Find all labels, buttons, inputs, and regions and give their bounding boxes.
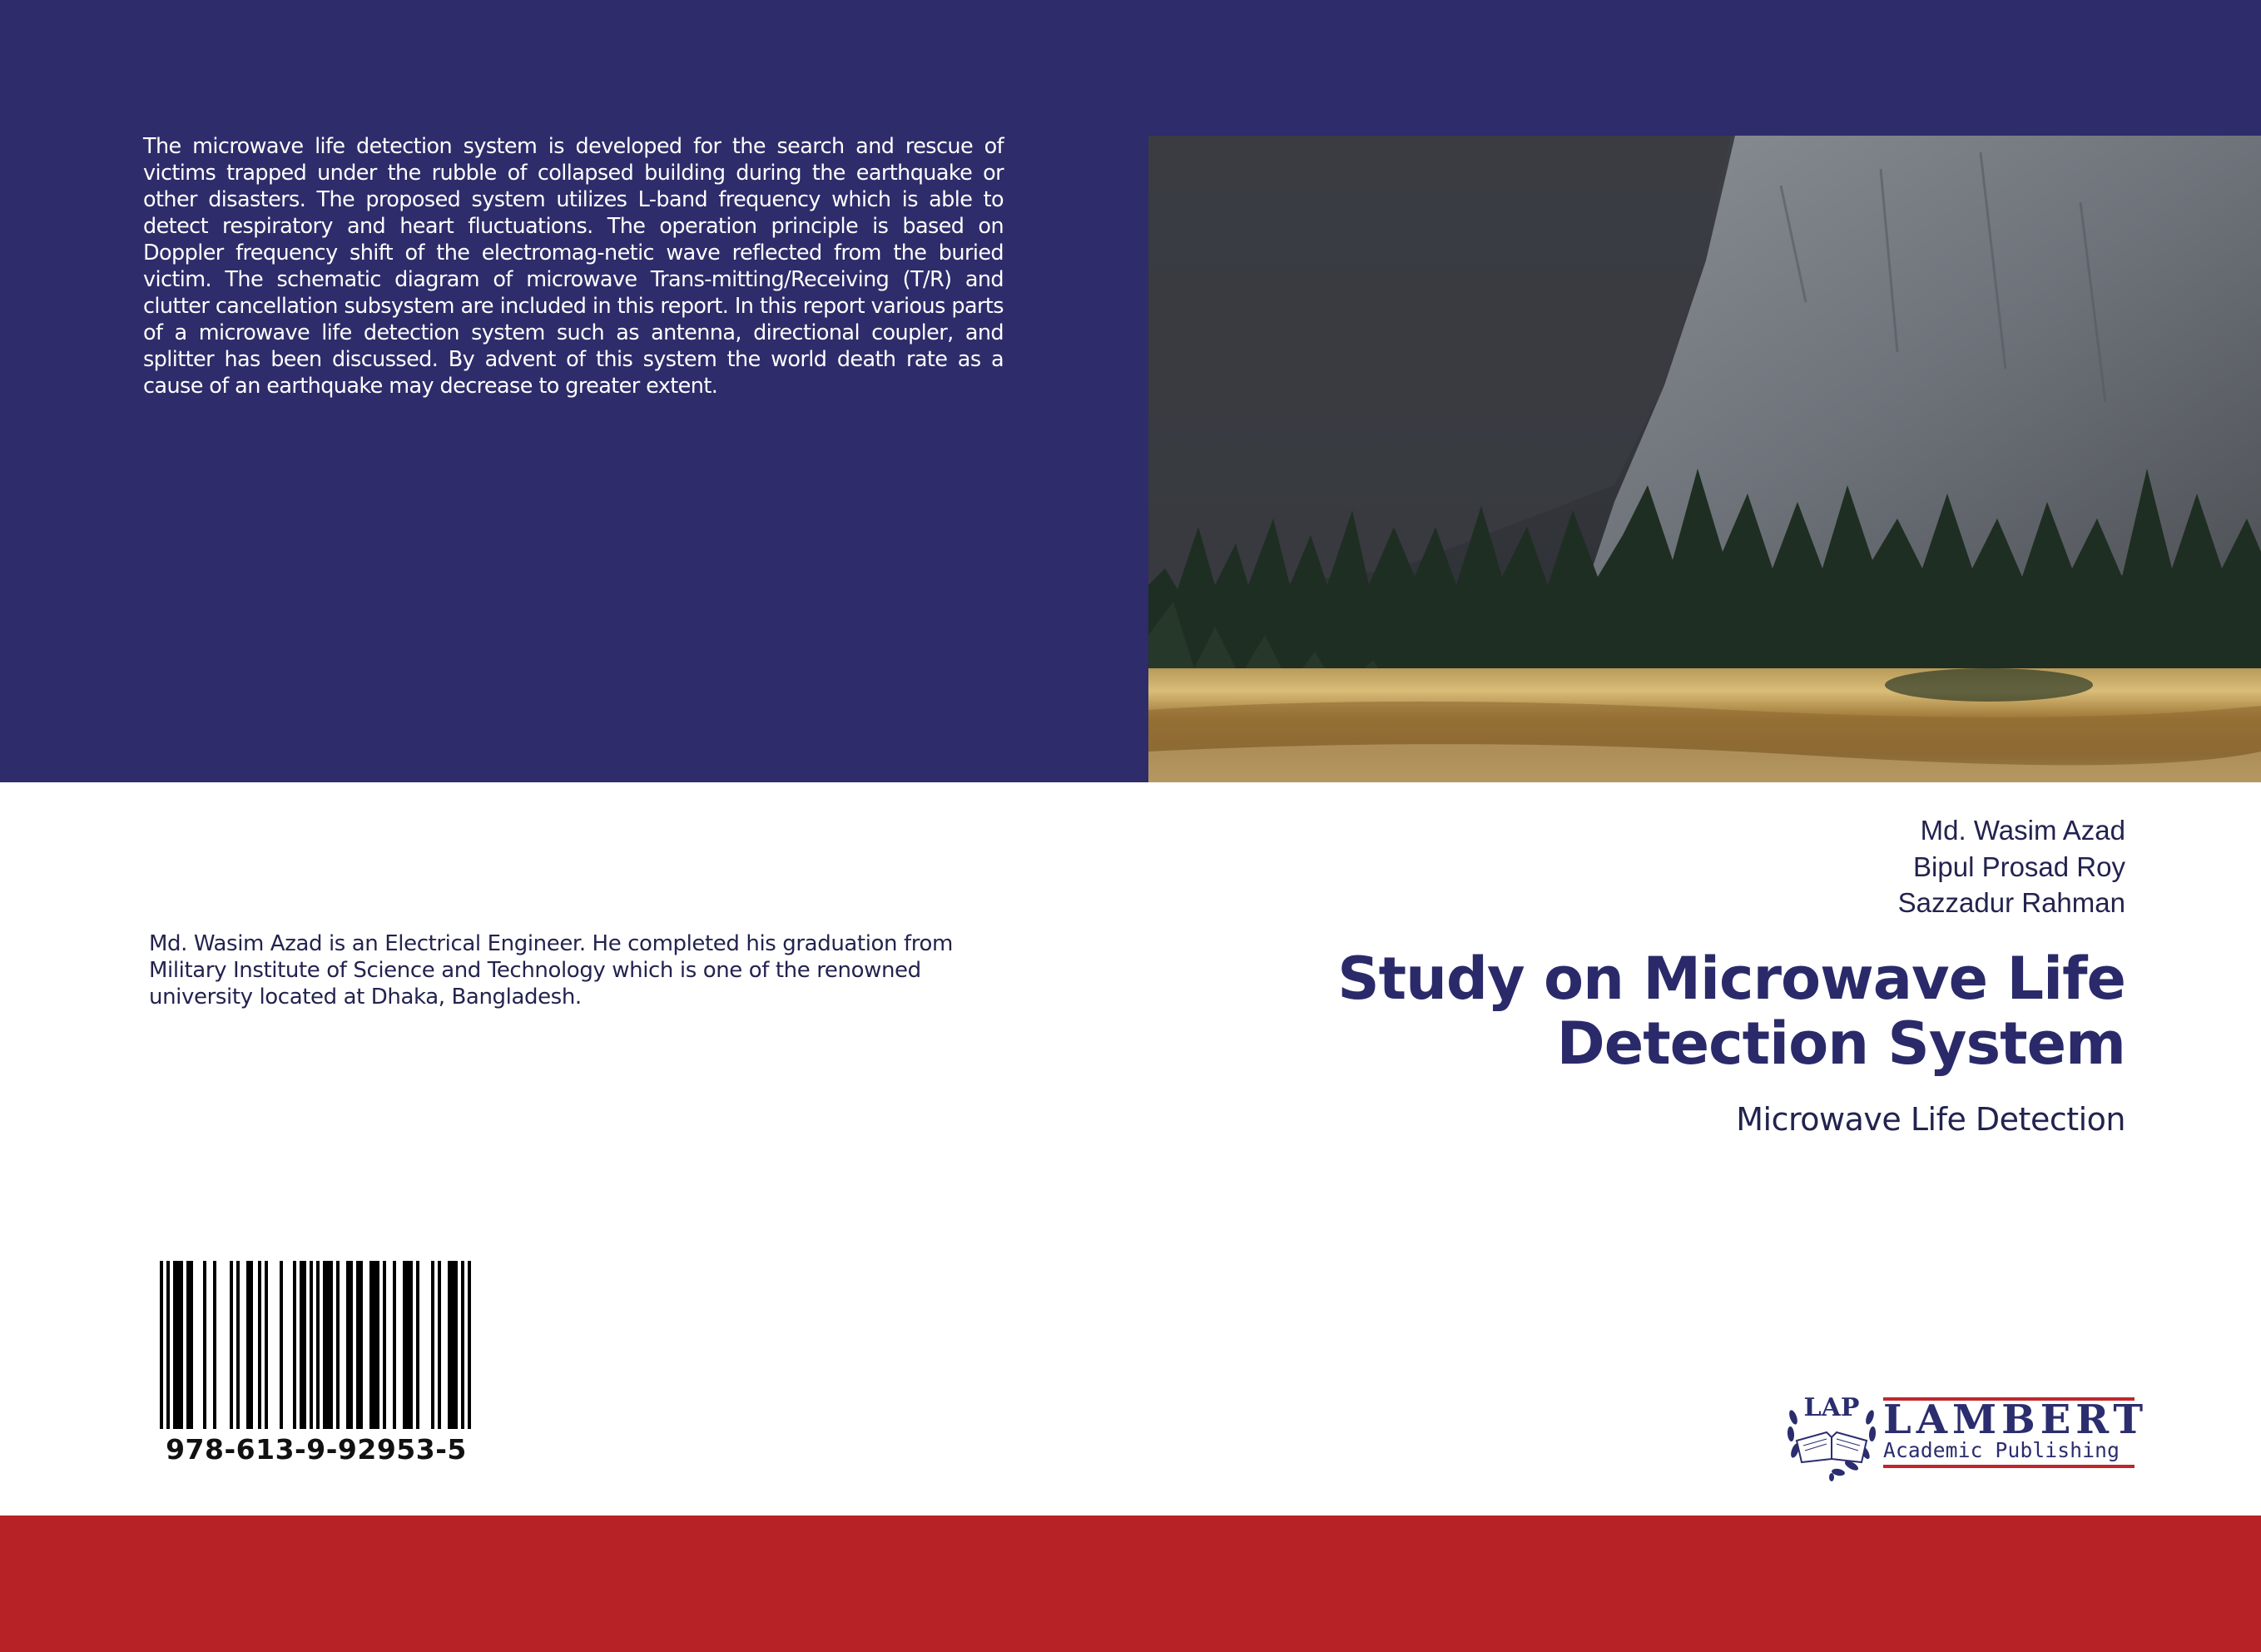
bottom-red-band [0, 1516, 2261, 1652]
publisher-logo [1785, 1386, 2149, 1481]
barcode-icon [160, 1261, 473, 1429]
open-book-laurel-icon [1785, 1386, 1878, 1481]
author-name: Sazzadur Rahman [1897, 887, 2125, 918]
author-bio: Md. Wasim Azad is an Electrical Engineer. He completed his graduation from Military Institute of Science and Technology which is one of the renowned university located at Dhaka, Bangladesh. [149, 931, 953, 1010]
author-list [1898, 812, 2125, 921]
forest-meadow-photo-icon [1148, 136, 2261, 782]
book-subtitle: Microwave Life Detection [1736, 1101, 2125, 1138]
isbn-number: 978-613-9-92953-5 [166, 1433, 467, 1466]
author-name: Bipul Prosad Roy [1913, 851, 2125, 882]
publisher-name: LAMBERT [1883, 1397, 2149, 1443]
book-title [1337, 946, 2125, 1076]
author-name: Md. Wasim Azad [1920, 815, 2125, 846]
logo-rule-bottom [1883, 1465, 2135, 1468]
publisher-tagline: Academic Publishing [1883, 1438, 2120, 1462]
svg-text:LAP: LAP [1803, 1393, 1860, 1422]
back-cover-abstract: The microwave life detection system is developed for the search and rescue of victims trapped under the rubble of collapsed building during the earthquake or other disasters. The proposed system utilizes L-band frequency which is able to detect respiratory and heart fluctuations. The operation principle is based on Doppler frequency shift of the electromag-netic wave reflected from the buried victim. The schematic diagram of microwave Trans-mitting/Receiving (T/R) and clutter cancellation subsystem are included in this report. In this report various parts of a microwave life detection system such as antenna, directional coupler, and splitter has been discussed. By advent of this system the world death rate as a cause of an earthquake may decrease to greater extent. [143, 134, 1004, 399]
cover-photo [1148, 136, 2261, 782]
book-title-line: Study on Microwave Life [1337, 945, 2125, 1013]
book-title-line: Detection System [1556, 1010, 2125, 1078]
